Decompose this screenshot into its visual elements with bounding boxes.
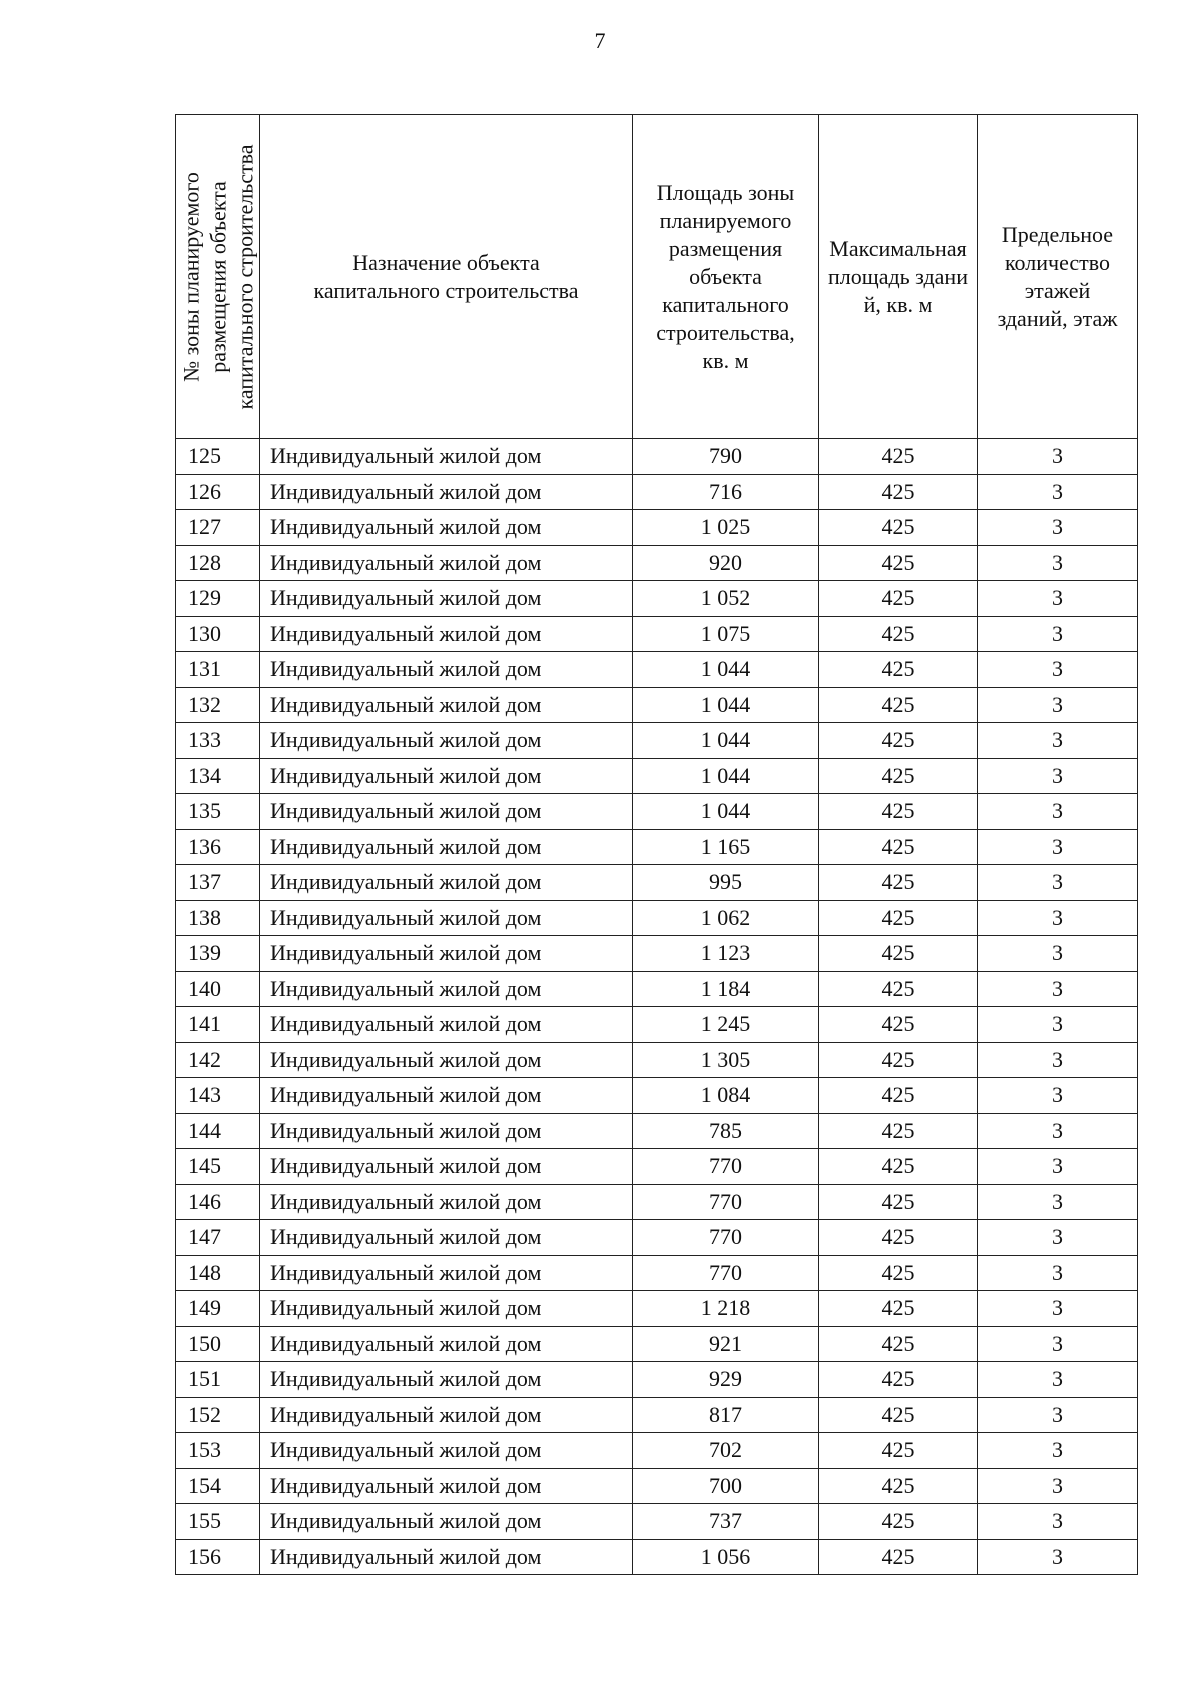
max-area-cell: 425 [819, 1149, 978, 1185]
purpose-cell: Индивидуальный жилой дом [260, 1504, 633, 1540]
max-area-cell: 425 [819, 545, 978, 581]
zone-area-cell: 1 052 [633, 581, 819, 617]
table-row [176, 1539, 1138, 1575]
purpose-cell: Индивидуальный жилой дом [260, 474, 633, 510]
purpose-cell: Индивидуальный жилой дом [260, 616, 633, 652]
zone-area-cell: 1 044 [633, 687, 819, 723]
table-row [176, 1149, 1138, 1185]
zone-number-cell: 152 [176, 1397, 260, 1433]
table-row [176, 1504, 1138, 1540]
max-area-cell: 425 [819, 616, 978, 652]
purpose-cell: Индивидуальный жилой дом [260, 687, 633, 723]
table-row [176, 1255, 1138, 1291]
table-row [176, 687, 1138, 723]
max-area-cell: 425 [819, 1255, 978, 1291]
max-area-cell: 425 [819, 794, 978, 830]
purpose-cell: Индивидуальный жилой дом [260, 723, 633, 759]
floors-cell: 3 [978, 1362, 1138, 1398]
zone-area-cell: 1 044 [633, 652, 819, 688]
max-area-cell: 425 [819, 1113, 978, 1149]
floors-cell: 3 [978, 1539, 1138, 1575]
zone-area-cell: 785 [633, 1113, 819, 1149]
zone-number-cell: 126 [176, 474, 260, 510]
zone-area-cell: 929 [633, 1362, 819, 1398]
purpose-cell: Индивидуальный жилой дом [260, 1468, 633, 1504]
zone-area-cell: 737 [633, 1504, 819, 1540]
floors-cell: 3 [978, 1113, 1138, 1149]
floors-cell: 3 [978, 1433, 1138, 1469]
table-row [176, 652, 1138, 688]
floors-cell: 3 [978, 1326, 1138, 1362]
floors-cell: 3 [978, 581, 1138, 617]
zone-number-cell: 149 [176, 1291, 260, 1327]
floors-cell: 3 [978, 474, 1138, 510]
table-header-row [176, 115, 1138, 439]
zone-area-cell: 1 075 [633, 616, 819, 652]
table-row [176, 1078, 1138, 1114]
floors-cell: 3 [978, 865, 1138, 901]
zone-number-cell: 150 [176, 1326, 260, 1362]
floors-cell: 3 [978, 1504, 1138, 1540]
table-row [176, 794, 1138, 830]
zone-number-cell: 141 [176, 1007, 260, 1043]
max-area-cell: 425 [819, 758, 978, 794]
table-row [176, 723, 1138, 759]
table-row [176, 936, 1138, 972]
floors-cell: 3 [978, 1042, 1138, 1078]
purpose-cell: Индивидуальный жилой дом [260, 1326, 633, 1362]
table-row [176, 439, 1138, 475]
header-zone-number [176, 115, 260, 439]
table-row [176, 1007, 1138, 1043]
zone-number-cell: 143 [176, 1078, 260, 1114]
max-area-cell: 425 [819, 936, 978, 972]
purpose-cell: Индивидуальный жилой дом [260, 829, 633, 865]
floors-cell: 3 [978, 758, 1138, 794]
purpose-cell: Индивидуальный жилой дом [260, 545, 633, 581]
table-row [176, 510, 1138, 546]
floors-cell: 3 [978, 1007, 1138, 1043]
zone-area-cell: 817 [633, 1397, 819, 1433]
purpose-cell: Индивидуальный жилой дом [260, 900, 633, 936]
zone-number-cell: 156 [176, 1539, 260, 1575]
zone-area-cell: 700 [633, 1468, 819, 1504]
max-area-cell: 425 [819, 1504, 978, 1540]
purpose-cell: Индивидуальный жилой дом [260, 1362, 633, 1398]
zone-area-cell: 770 [633, 1149, 819, 1185]
floors-cell: 3 [978, 616, 1138, 652]
zone-number-cell: 139 [176, 936, 260, 972]
zone-number-cell: 154 [176, 1468, 260, 1504]
floors-cell: 3 [978, 1255, 1138, 1291]
floors-cell: 3 [978, 971, 1138, 1007]
table-body [176, 439, 1138, 1575]
table-row [176, 1397, 1138, 1433]
max-area-cell: 425 [819, 1433, 978, 1469]
header-purpose: Назначение объекта капитального строительства [260, 115, 633, 439]
floors-cell: 3 [978, 687, 1138, 723]
floors-cell: 3 [978, 1149, 1138, 1185]
floors-cell: 3 [978, 900, 1138, 936]
purpose-cell: Индивидуальный жилой дом [260, 652, 633, 688]
floors-cell: 3 [978, 1078, 1138, 1114]
floors-cell: 3 [978, 1220, 1138, 1256]
zone-number-cell: 134 [176, 758, 260, 794]
zone-area-cell: 770 [633, 1220, 819, 1256]
purpose-cell: Индивидуальный жилой дом [260, 1220, 633, 1256]
zone-area-cell: 1 025 [633, 510, 819, 546]
floors-cell: 3 [978, 1397, 1138, 1433]
purpose-cell: Индивидуальный жилой дом [260, 1007, 633, 1043]
zone-area-cell: 702 [633, 1433, 819, 1469]
zone-number-cell: 147 [176, 1220, 260, 1256]
purpose-cell: Индивидуальный жилой дом [260, 758, 633, 794]
zone-number-cell: 127 [176, 510, 260, 546]
zone-number-cell: 135 [176, 794, 260, 830]
zone-area-cell: 1 184 [633, 971, 819, 1007]
max-area-cell: 425 [819, 1007, 978, 1043]
purpose-cell: Индивидуальный жилой дом [260, 936, 633, 972]
table-row [176, 1113, 1138, 1149]
max-area-cell: 425 [819, 1539, 978, 1575]
table-row [176, 971, 1138, 1007]
max-area-cell: 425 [819, 652, 978, 688]
floors-cell: 3 [978, 1468, 1138, 1504]
max-area-cell: 425 [819, 1220, 978, 1256]
table-row [176, 1291, 1138, 1327]
max-area-cell: 425 [819, 474, 978, 510]
zone-area-cell: 1 044 [633, 758, 819, 794]
zone-number-cell: 144 [176, 1113, 260, 1149]
floors-cell: 3 [978, 652, 1138, 688]
purpose-cell: Индивидуальный жилой дом [260, 1433, 633, 1469]
max-area-cell: 425 [819, 723, 978, 759]
floors-cell: 3 [978, 829, 1138, 865]
zone-area-cell: 1 245 [633, 1007, 819, 1043]
zone-area-cell: 995 [633, 865, 819, 901]
floors-cell: 3 [978, 510, 1138, 546]
max-area-cell: 425 [819, 865, 978, 901]
max-area-cell: 425 [819, 439, 978, 475]
max-area-cell: 425 [819, 1042, 978, 1078]
page-number: 7 [594, 28, 606, 53]
zone-area-cell: 716 [633, 474, 819, 510]
max-area-cell: 425 [819, 687, 978, 723]
table-row [176, 1042, 1138, 1078]
floors-cell: 3 [978, 439, 1138, 475]
zone-area-cell: 920 [633, 545, 819, 581]
zone-area-cell: 1 084 [633, 1078, 819, 1114]
table-row [176, 1468, 1138, 1504]
table-row [176, 829, 1138, 865]
zone-area-cell: 770 [633, 1255, 819, 1291]
floors-cell: 3 [978, 545, 1138, 581]
max-area-cell: 425 [819, 510, 978, 546]
floors-cell: 3 [978, 794, 1138, 830]
zone-area-cell: 1 165 [633, 829, 819, 865]
max-area-cell: 425 [819, 1184, 978, 1220]
purpose-cell: Индивидуальный жилой дом [260, 581, 633, 617]
zone-number-cell: 145 [176, 1149, 260, 1185]
purpose-cell: Индивидуальный жилой дом [260, 1184, 633, 1220]
zone-number-cell: 151 [176, 1362, 260, 1398]
zone-area-cell: 1 123 [633, 936, 819, 972]
zone-number-cell: 131 [176, 652, 260, 688]
purpose-cell: Индивидуальный жилой дом [260, 794, 633, 830]
zone-number-cell: 136 [176, 829, 260, 865]
zone-number-cell: 128 [176, 545, 260, 581]
table-row [176, 758, 1138, 794]
table-row [176, 1362, 1138, 1398]
purpose-cell: Индивидуальный жилой дом [260, 1539, 633, 1575]
zone-number-cell: 129 [176, 581, 260, 617]
max-area-cell: 425 [819, 1468, 978, 1504]
purpose-cell: Индивидуальный жилой дом [260, 1078, 633, 1114]
zone-number-cell: 142 [176, 1042, 260, 1078]
table-row [176, 581, 1138, 617]
max-area-cell: 425 [819, 1291, 978, 1327]
header-floors: Предельное количество этажей зданий, этаж [978, 115, 1138, 439]
max-area-cell: 425 [819, 1078, 978, 1114]
table-row [176, 616, 1138, 652]
header-max-area: Максимальная площадь зданий, кв. м [819, 115, 978, 439]
header-zone-number-text: № зоны планируемого размещения объекта капитального строительства [178, 143, 258, 410]
zone-area-cell: 1 305 [633, 1042, 819, 1078]
floors-cell: 3 [978, 723, 1138, 759]
purpose-cell: Индивидуальный жилой дом [260, 1113, 633, 1149]
floors-cell: 3 [978, 936, 1138, 972]
zone-area-cell: 1 044 [633, 723, 819, 759]
zone-number-cell: 133 [176, 723, 260, 759]
table-row [176, 545, 1138, 581]
purpose-cell: Индивидуальный жилой дом [260, 1149, 633, 1185]
table-row [176, 1433, 1138, 1469]
zone-number-cell: 155 [176, 1504, 260, 1540]
zone-number-cell: 153 [176, 1433, 260, 1469]
zone-number-cell: 137 [176, 865, 260, 901]
zone-area-cell: 1 218 [633, 1291, 819, 1327]
zone-area-cell: 1 056 [633, 1539, 819, 1575]
zone-number-cell: 140 [176, 971, 260, 1007]
zones-table [175, 114, 1138, 1575]
max-area-cell: 425 [819, 1326, 978, 1362]
zone-number-cell: 148 [176, 1255, 260, 1291]
max-area-cell: 425 [819, 971, 978, 1007]
max-area-cell: 425 [819, 900, 978, 936]
purpose-cell: Индивидуальный жилой дом [260, 971, 633, 1007]
purpose-cell: Индивидуальный жилой дом [260, 1255, 633, 1291]
floors-cell: 3 [978, 1184, 1138, 1220]
zone-number-cell: 138 [176, 900, 260, 936]
table-row [176, 900, 1138, 936]
table-row [176, 865, 1138, 901]
purpose-cell: Индивидуальный жилой дом [260, 865, 633, 901]
floors-cell: 3 [978, 1291, 1138, 1327]
zone-area-cell: 790 [633, 439, 819, 475]
purpose-cell: Индивидуальный жилой дом [260, 1291, 633, 1327]
max-area-cell: 425 [819, 581, 978, 617]
table-row [176, 474, 1138, 510]
zone-area-cell: 1 044 [633, 794, 819, 830]
purpose-cell: Индивидуальный жилой дом [260, 1397, 633, 1433]
purpose-cell: Индивидуальный жилой дом [260, 439, 633, 475]
zone-number-cell: 132 [176, 687, 260, 723]
zone-area-cell: 921 [633, 1326, 819, 1362]
table-row [176, 1326, 1138, 1362]
zone-area-cell: 1 062 [633, 900, 819, 936]
header-zone-area: Площадь зоны планируемого размещения объекта капитального строительства, кв. м [633, 115, 819, 439]
zone-number-cell: 125 [176, 439, 260, 475]
table-row [176, 1184, 1138, 1220]
purpose-cell: Индивидуальный жилой дом [260, 510, 633, 546]
max-area-cell: 425 [819, 829, 978, 865]
table-row [176, 1220, 1138, 1256]
max-area-cell: 425 [819, 1397, 978, 1433]
zone-area-cell: 770 [633, 1184, 819, 1220]
zone-number-cell: 130 [176, 616, 260, 652]
purpose-cell: Индивидуальный жилой дом [260, 1042, 633, 1078]
zone-number-cell: 146 [176, 1184, 260, 1220]
max-area-cell: 425 [819, 1362, 978, 1398]
